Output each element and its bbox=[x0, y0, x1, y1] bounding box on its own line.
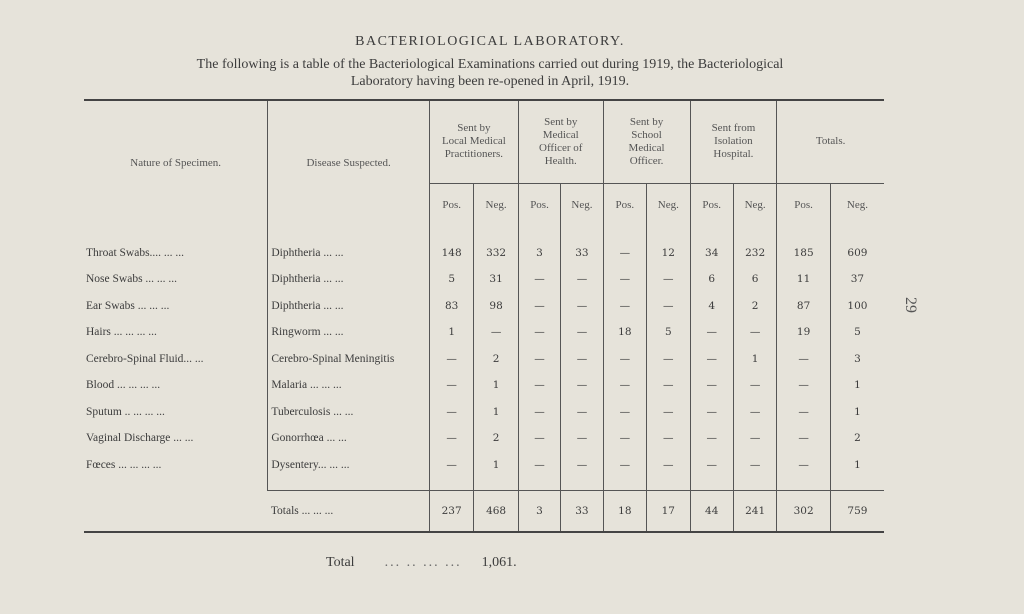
disease-cell: Malaria ... ... ... bbox=[268, 372, 430, 399]
totals-blank-cell bbox=[84, 491, 268, 532]
value-cell: — bbox=[561, 452, 603, 479]
value-cell: — bbox=[561, 346, 603, 373]
table-row bbox=[84, 266, 884, 293]
value-cell: — bbox=[777, 425, 831, 452]
value-cell: — bbox=[561, 266, 603, 293]
value-cell: — bbox=[429, 372, 473, 399]
header-specimen: Nature of Specimen. bbox=[84, 101, 268, 226]
intro-line-2: Laboratory having been re-opened in April, 1919. bbox=[350, 74, 630, 89]
value-cell: 4 bbox=[690, 293, 733, 320]
header-isolation-hospital: Sent from Isolation Hospital. bbox=[690, 101, 777, 183]
value-cell: — bbox=[603, 346, 646, 373]
value-cell: — bbox=[603, 372, 646, 399]
value-cell: 1 bbox=[474, 399, 518, 426]
table-row bbox=[84, 319, 884, 346]
disease-cell: Diphtheria ... ... bbox=[268, 293, 430, 320]
disease-cell: Cerebro-Spinal Meningitis bbox=[268, 346, 430, 373]
value-cell: — bbox=[647, 399, 690, 426]
header-neg: Neg. bbox=[830, 183, 884, 226]
disease-cell: Dysentery... ... ... bbox=[268, 452, 430, 479]
value-cell: — bbox=[733, 319, 776, 346]
disease-cell: Tuberculosis ... ... bbox=[268, 399, 430, 426]
value-cell: 18 bbox=[603, 319, 646, 346]
value-cell: 1 bbox=[854, 379, 861, 392]
value-cell: — bbox=[603, 399, 646, 426]
header-local-practitioners: Sent by Local Medical Practitioners. bbox=[429, 101, 518, 183]
examinations-table bbox=[84, 99, 884, 533]
disease-cell: Ringworm ... ... bbox=[268, 319, 430, 346]
value-cell: — bbox=[518, 399, 560, 426]
table-row bbox=[84, 425, 884, 452]
header-school-medical-officer: Sent by School Medical Officer. bbox=[603, 101, 690, 183]
value-cell: — bbox=[690, 346, 733, 373]
value-cell: — bbox=[777, 346, 831, 373]
value-cell: — bbox=[690, 319, 733, 346]
value-cell: — bbox=[603, 425, 646, 452]
value-cell: 34 bbox=[690, 226, 733, 267]
value-cell: 1 bbox=[474, 372, 518, 399]
value-cell: — bbox=[429, 452, 473, 479]
value-cell: — bbox=[561, 293, 603, 320]
page-number: 29 bbox=[902, 297, 919, 313]
grand-total-label: Total bbox=[326, 555, 355, 570]
grand-total bbox=[326, 555, 517, 571]
value-cell: — bbox=[603, 226, 646, 267]
value-cell: — bbox=[561, 425, 603, 452]
specimen-cell: Cerebro-Spinal Fluid... ... bbox=[84, 346, 268, 373]
value-cell: 2 bbox=[854, 432, 861, 445]
header-neg: Neg. bbox=[561, 183, 603, 226]
disease-cell: Diphtheria ... ... bbox=[268, 266, 430, 293]
table-row bbox=[84, 346, 884, 373]
value-cell: — bbox=[474, 319, 518, 346]
grand-total-value: 1,061. bbox=[481, 555, 517, 570]
value-cell: 468 bbox=[474, 491, 518, 532]
value-cell: 98 bbox=[474, 293, 518, 320]
totals-row bbox=[84, 491, 884, 532]
value-cell: 185 bbox=[777, 226, 831, 267]
value-cell: 1 bbox=[474, 452, 518, 479]
value-cell: — bbox=[690, 452, 733, 479]
value-cell: 1 bbox=[854, 405, 861, 418]
value-cell: 83 bbox=[429, 293, 473, 320]
value-cell: 237 bbox=[429, 491, 473, 532]
table-row bbox=[84, 293, 884, 320]
value-cell: — bbox=[733, 425, 776, 452]
specimen-cell: Throat Swabs.... ... ... bbox=[84, 226, 268, 267]
value-cell: 33 bbox=[561, 491, 603, 532]
value-cell: — bbox=[603, 266, 646, 293]
value-cell: 18 bbox=[603, 491, 646, 532]
value-cell: — bbox=[690, 425, 733, 452]
value-cell: 17 bbox=[647, 491, 690, 532]
table-row bbox=[84, 226, 884, 267]
value-cell: — bbox=[429, 346, 473, 373]
value-cell: — bbox=[518, 372, 560, 399]
header-pos: Pos. bbox=[690, 183, 733, 226]
grand-total-dots: ... .. ... ... bbox=[384, 555, 462, 570]
value-cell: 100 bbox=[847, 299, 868, 312]
value-cell: 12 bbox=[647, 226, 690, 267]
specimen-cell: Blood ... ... ... ... bbox=[84, 372, 268, 399]
value-cell: 609 bbox=[847, 246, 868, 259]
value-cell: — bbox=[647, 293, 690, 320]
value-cell: — bbox=[603, 452, 646, 479]
value-cell: 2 bbox=[733, 293, 776, 320]
header-pos: Pos. bbox=[518, 183, 560, 226]
value-cell: — bbox=[777, 399, 831, 426]
spacer-row bbox=[84, 478, 884, 491]
value-cell: 6 bbox=[690, 266, 733, 293]
value-cell: — bbox=[647, 346, 690, 373]
totals-label: Totals ... ... ... bbox=[268, 491, 430, 532]
intro-line-1: The following is a table of the Bacteriological Examinations carried out during 1919, the Bacteriological bbox=[196, 57, 784, 72]
value-cell: — bbox=[561, 399, 603, 426]
value-cell: — bbox=[647, 425, 690, 452]
value-cell: — bbox=[733, 452, 776, 479]
value-cell: 5 bbox=[854, 326, 861, 339]
specimen-cell: Sputum .. ... ... ... bbox=[84, 399, 268, 426]
value-cell: 3 bbox=[518, 226, 560, 267]
value-cell: 37 bbox=[850, 273, 865, 286]
value-cell: 2 bbox=[474, 425, 518, 452]
value-cell: 759 bbox=[830, 491, 884, 532]
intro-text bbox=[110, 56, 870, 90]
header-pos: Pos. bbox=[777, 183, 831, 226]
value-cell: — bbox=[561, 319, 603, 346]
value-cell: 31 bbox=[474, 266, 518, 293]
value-cell: — bbox=[518, 425, 560, 452]
table-row bbox=[84, 372, 884, 399]
value-cell: — bbox=[777, 452, 831, 479]
specimen-cell: Hairs ... ... ... ... bbox=[84, 319, 268, 346]
value-cell: 241 bbox=[733, 491, 776, 532]
value-cell: — bbox=[777, 372, 831, 399]
bottom-rule bbox=[84, 531, 884, 532]
header-medical-officer-of-health: Sent by Medical Officer of Health. bbox=[518, 101, 603, 183]
value-cell: 2 bbox=[474, 346, 518, 373]
value-cell: 87 bbox=[777, 293, 831, 320]
value-cell: 33 bbox=[561, 226, 603, 267]
value-cell: 3 bbox=[518, 491, 560, 532]
table-row bbox=[84, 399, 884, 426]
value-cell: — bbox=[647, 372, 690, 399]
header-pos: Pos. bbox=[603, 183, 646, 226]
header-neg: Neg. bbox=[733, 183, 776, 226]
value-cell: — bbox=[518, 319, 560, 346]
header-neg: Neg. bbox=[647, 183, 690, 226]
value-cell: 5 bbox=[429, 266, 473, 293]
document-title: BACTERIOLOGICAL LABORATORY. bbox=[355, 34, 625, 49]
value-cell: — bbox=[518, 346, 560, 373]
specimen-cell: Nose Swabs ... ... ... bbox=[84, 266, 268, 293]
header-disease: Disease Suspected. bbox=[268, 101, 430, 226]
value-cell: — bbox=[690, 372, 733, 399]
disease-cell: Diphtheria ... ... bbox=[268, 226, 430, 267]
value-cell: 1 bbox=[733, 346, 776, 373]
value-cell: — bbox=[561, 372, 603, 399]
value-cell: 1 bbox=[429, 319, 473, 346]
header-pos: Pos. bbox=[429, 183, 473, 226]
value-cell: — bbox=[429, 399, 473, 426]
value-cell: — bbox=[733, 399, 776, 426]
header-neg: Neg. bbox=[474, 183, 518, 226]
value-cell: 6 bbox=[733, 266, 776, 293]
value-cell: — bbox=[603, 293, 646, 320]
group-header-row bbox=[84, 101, 884, 183]
value-cell: 19 bbox=[777, 319, 831, 346]
value-cell: — bbox=[518, 266, 560, 293]
value-cell: — bbox=[518, 452, 560, 479]
value-cell: 232 bbox=[733, 226, 776, 267]
value-cell: 11 bbox=[777, 266, 831, 293]
value-cell: 3 bbox=[854, 352, 861, 365]
specimen-cell: Fœces ... ... ... ... bbox=[84, 452, 268, 479]
value-cell: — bbox=[647, 452, 690, 479]
specimen-cell: Ear Swabs ... ... ... bbox=[84, 293, 268, 320]
value-cell: — bbox=[690, 399, 733, 426]
disease-cell: Gonorrhœa ... ... bbox=[268, 425, 430, 452]
value-cell: 302 bbox=[777, 491, 831, 532]
value-cell: 5 bbox=[647, 319, 690, 346]
value-cell: 148 bbox=[429, 226, 473, 267]
specimen-cell: Vaginal Discharge ... ... bbox=[84, 425, 268, 452]
value-cell: 1 bbox=[854, 458, 861, 471]
value-cell: — bbox=[429, 425, 473, 452]
value-cell: — bbox=[518, 293, 560, 320]
table-row bbox=[84, 452, 884, 479]
header-totals: Totals. bbox=[815, 135, 846, 148]
value-cell: — bbox=[733, 372, 776, 399]
value-cell: 44 bbox=[690, 491, 733, 532]
value-cell: 332 bbox=[474, 226, 518, 267]
value-cell: — bbox=[647, 266, 690, 293]
